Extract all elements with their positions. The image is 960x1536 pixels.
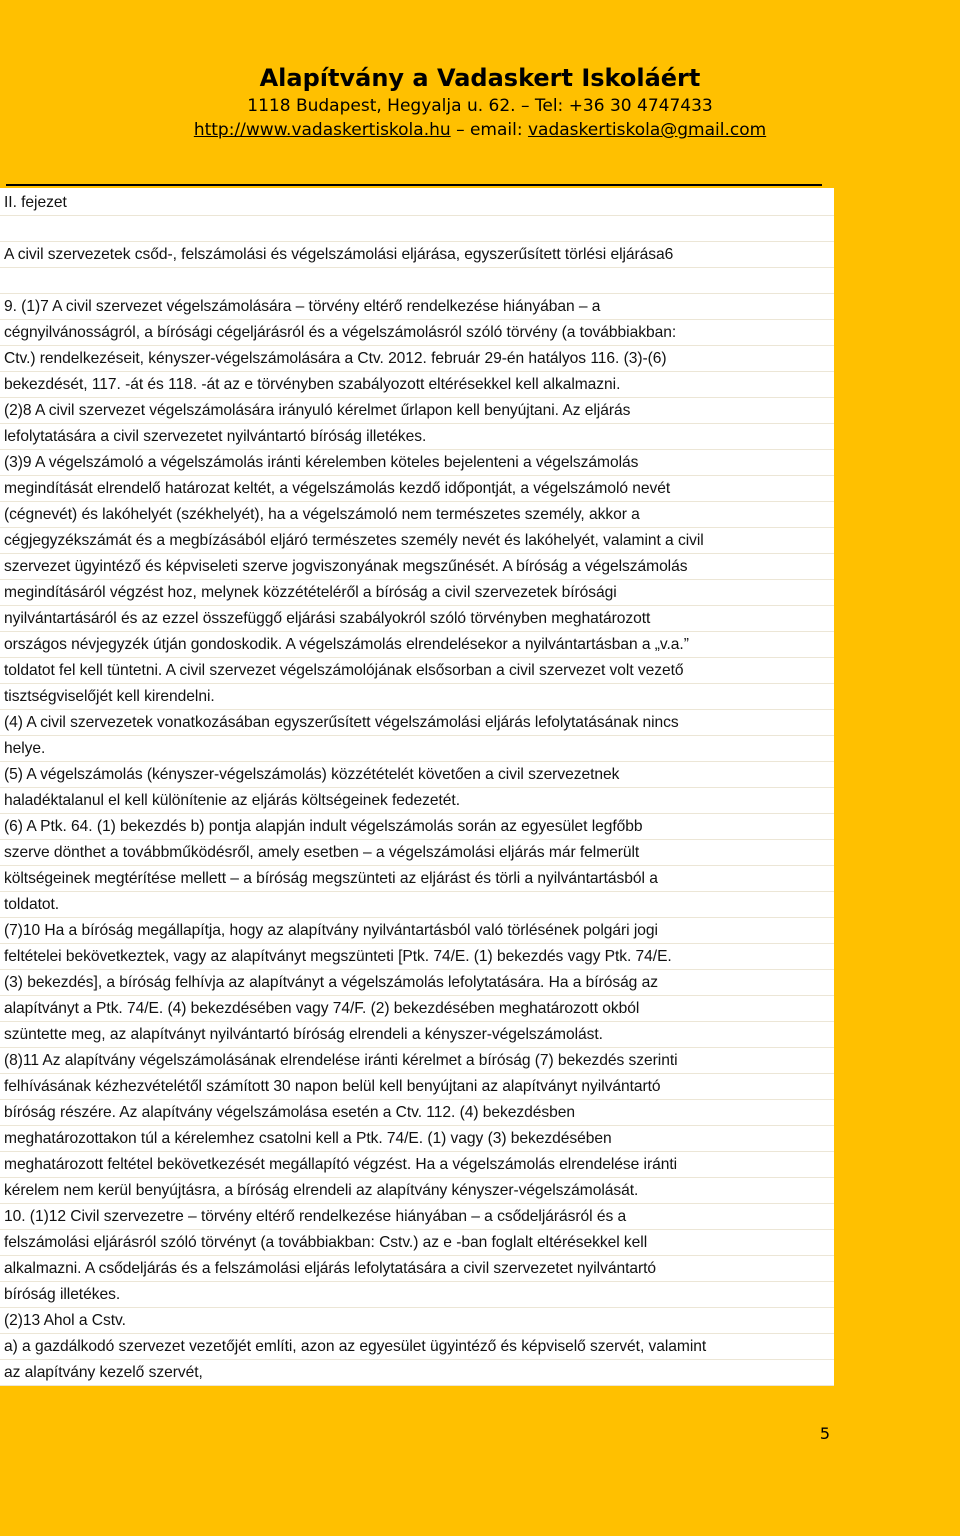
text-line: alapítványt a Ptk. 74/E. (4) bekezdésében vagy 74/F. (2) bekezdésében meghatározott okból [4, 1000, 640, 1017]
text-line [4, 268, 832, 294]
text-line: országos névjegyzék útján gondoskodik. A végelszámolás elrendelésekor a nyilvántartásban a „v.a.” [4, 636, 689, 653]
organization-name: Alapítvány a Vadaskert Iskoláért [259, 64, 701, 92]
text-line: (7)10 Ha a bíróság megállapítja, hogy az alapítvány nyilvántartásból való törlésének polgári jogi [4, 922, 658, 939]
text-line: költségeinek megtérítése mellett – a bíróság megszünteti az eljárást és törli a nyilvántartásból a [4, 870, 658, 887]
text-line: feltételei bekövetkeztek, vagy az alapítványt megszünteti [Ptk. 74/E. (1) bekezdés vagy Ptk. 74/E. [4, 948, 672, 965]
header-divider [6, 184, 822, 186]
email-link[interactable]: vadaskertiskola@gmail.com [527, 120, 767, 140]
text-line: cégnyilvánosságról, a bírósági cégeljárásról és a végelszámolásról szóló törvény (a továbbiakban: [4, 324, 677, 341]
text-line: (3)9 A végelszámoló a végelszámolás iránti kérelemben köteles bejelenteni a végelszámolás [4, 454, 639, 471]
text-line: felszámolási eljárásról szóló törvényt (a továbbiakban: Cstv.) az e -ban foglalt eltérésekkel kell [4, 1234, 648, 1251]
text-line: toldatot fel kell tüntetni. A civil szervezet végelszámolójának elsősorban a civil szervezet volt vezető [4, 662, 684, 679]
text-line: (3) bekezdés], a bíróság felhívja az alapítványt a végelszámolás lefolytatására. Ha a bíróság az [4, 974, 658, 991]
text-line: (2)13 Ahol a Cstv. [4, 1312, 126, 1329]
section-title: A civil szervezetek csőd-, felszámolási és végelszámolási eljárása, egyszerűsített törlési eljárása6 [4, 246, 674, 263]
contact-line [0, 118, 960, 142]
text-line: tisztségviselőjét kell kirendelni. [4, 688, 215, 705]
text-line: nyilvántartásáról és az ezzel összefüggő eljárási szabályokról szóló törvényben meghatározott [4, 610, 651, 627]
text-line: meghatározott feltétel bekövetkezését megállapító végzést. Ha a végelszámolás elrendelése iránti [4, 1156, 678, 1173]
text-line: (6) A Ptk. 64. (1) bekezdés b) pontja alapján indult végelszámolás során az egyesület legfőbb [4, 818, 643, 835]
line-separator [0, 1385, 834, 1386]
text-line: megindítását elrendelő határozat keltét, a végelszámolás kezdő időpontját, a végelszámoló nevét [4, 480, 671, 497]
text-line: helye. [4, 740, 46, 757]
text-line: 9. (1)7 A civil szervezet végelszámolására – törvény eltérő rendelkezése hiányában – a [4, 298, 601, 315]
text-line: cégjegyzékszámát és a megbízásából eljáró természetes személy nevét és lakóhelyét, valamint a civil [4, 532, 704, 549]
text-line: szüntette meg, az alapítványt nyilvántartó bíróság elrendeli a kényszer-végelszámolást. [4, 1026, 603, 1043]
text-line: az alapítvány kezelő szervét, [4, 1364, 203, 1381]
website-link[interactable]: http://www.vadaskertiskola.hu [193, 120, 451, 140]
text-line: bíróság illetékes. [4, 1286, 121, 1303]
text-line: bíróság részére. Az alapítvány végelszámolása esetén a Ctv. 112. (4) bekezdésben [4, 1104, 575, 1121]
letterhead [0, 62, 960, 142]
text-line [4, 216, 832, 242]
text-line: kérelem nem kerül benyújtásra, a bíróság elrendeli az alapítvány kényszer-végelszámolását. [4, 1182, 639, 1199]
text-line: megindításáról végzést hoz, melynek közzétételéről a bíróság a civil szervezetek bírósági [4, 584, 617, 601]
chapter-heading: II. fejezet [4, 194, 67, 211]
text-line: (5) A végelszámolás (kényszer-végelszámolás) közzétételét követően a civil szervezetnek [4, 766, 620, 783]
text-line: 10. (1)12 Civil szervezetre – törvény eltérő rendelkezése hiányában – a csődeljárásról és a [4, 1208, 627, 1225]
text-line: lefolytatására a civil szervezetet nyilvántartó bíróság illetékes. [4, 428, 427, 445]
text-line: szervezet ügyintéző és képviseleti szerve jogviszonyának megszűnését. A bíróság a végelszámolás [4, 558, 688, 575]
text-line: haladéktalanul el kell különítenie az eljárás költségeinek fedezetét. [4, 792, 460, 809]
address-phone: 1118 Budapest, Hegyalja u. 62. – Tel: +36 30 4747433 [247, 96, 713, 116]
text-line: (8)11 Az alapítvány végelszámolásának elrendelése iránti kérelmet a bíróság (7) bekezdés szerinti [4, 1052, 678, 1069]
text-line: felhívásának kézhezvételétől számított 30 napon belül kell benyújtani az alapítványt nyilvántartó [4, 1078, 661, 1095]
text-line: a) a gazdálkodó szervezet vezetőjét említi, azon az egyesület ügyintéző és képviselő szervét, valamint [4, 1338, 707, 1355]
text-line: toldatot. [4, 896, 60, 913]
text-line: (cégnevét) és lakóhelyét (székhelyét), ha a végelszámoló nem természetes személy, akkor a [4, 506, 640, 523]
page-number: 5 [819, 1424, 830, 1443]
text-line: Ctv.) rendelkezéseit, kényszer-végelszámolására a Ctv. 2012. február 29-én hatályos 116. (3)-(6) [4, 350, 667, 367]
text-line: alkalmazni. A csődeljárás és a felszámolási eljárás lefolytatására a civil szervezetet nyilvántartó [4, 1260, 657, 1277]
text-line: szerve dönthet a továbbműködésről, amely esetben – a végelszámolási eljárás már felmerült [4, 844, 640, 861]
text-line: meghatározottakon túl a kérelemhez csatolni kell a Ptk. 74/E. (1) vagy (3) bekezdésében [4, 1130, 612, 1147]
document-body [0, 188, 834, 1386]
email-label: – email: [456, 120, 523, 140]
text-line: (2)8 A civil szervezet végelszámolására irányuló kérelmet űrlapon kell benyújtani. Az eljárás [4, 402, 631, 419]
text-line: bekezdését, 117. -át és 118. -át az e törvényben szabályozott eltérésekkel kell alkalmazni. [4, 376, 621, 393]
text-line: (4) A civil szervezetek vonatkozásában egyszerűsített végelszámolási eljárás lefolytatásának nincs [4, 714, 679, 731]
